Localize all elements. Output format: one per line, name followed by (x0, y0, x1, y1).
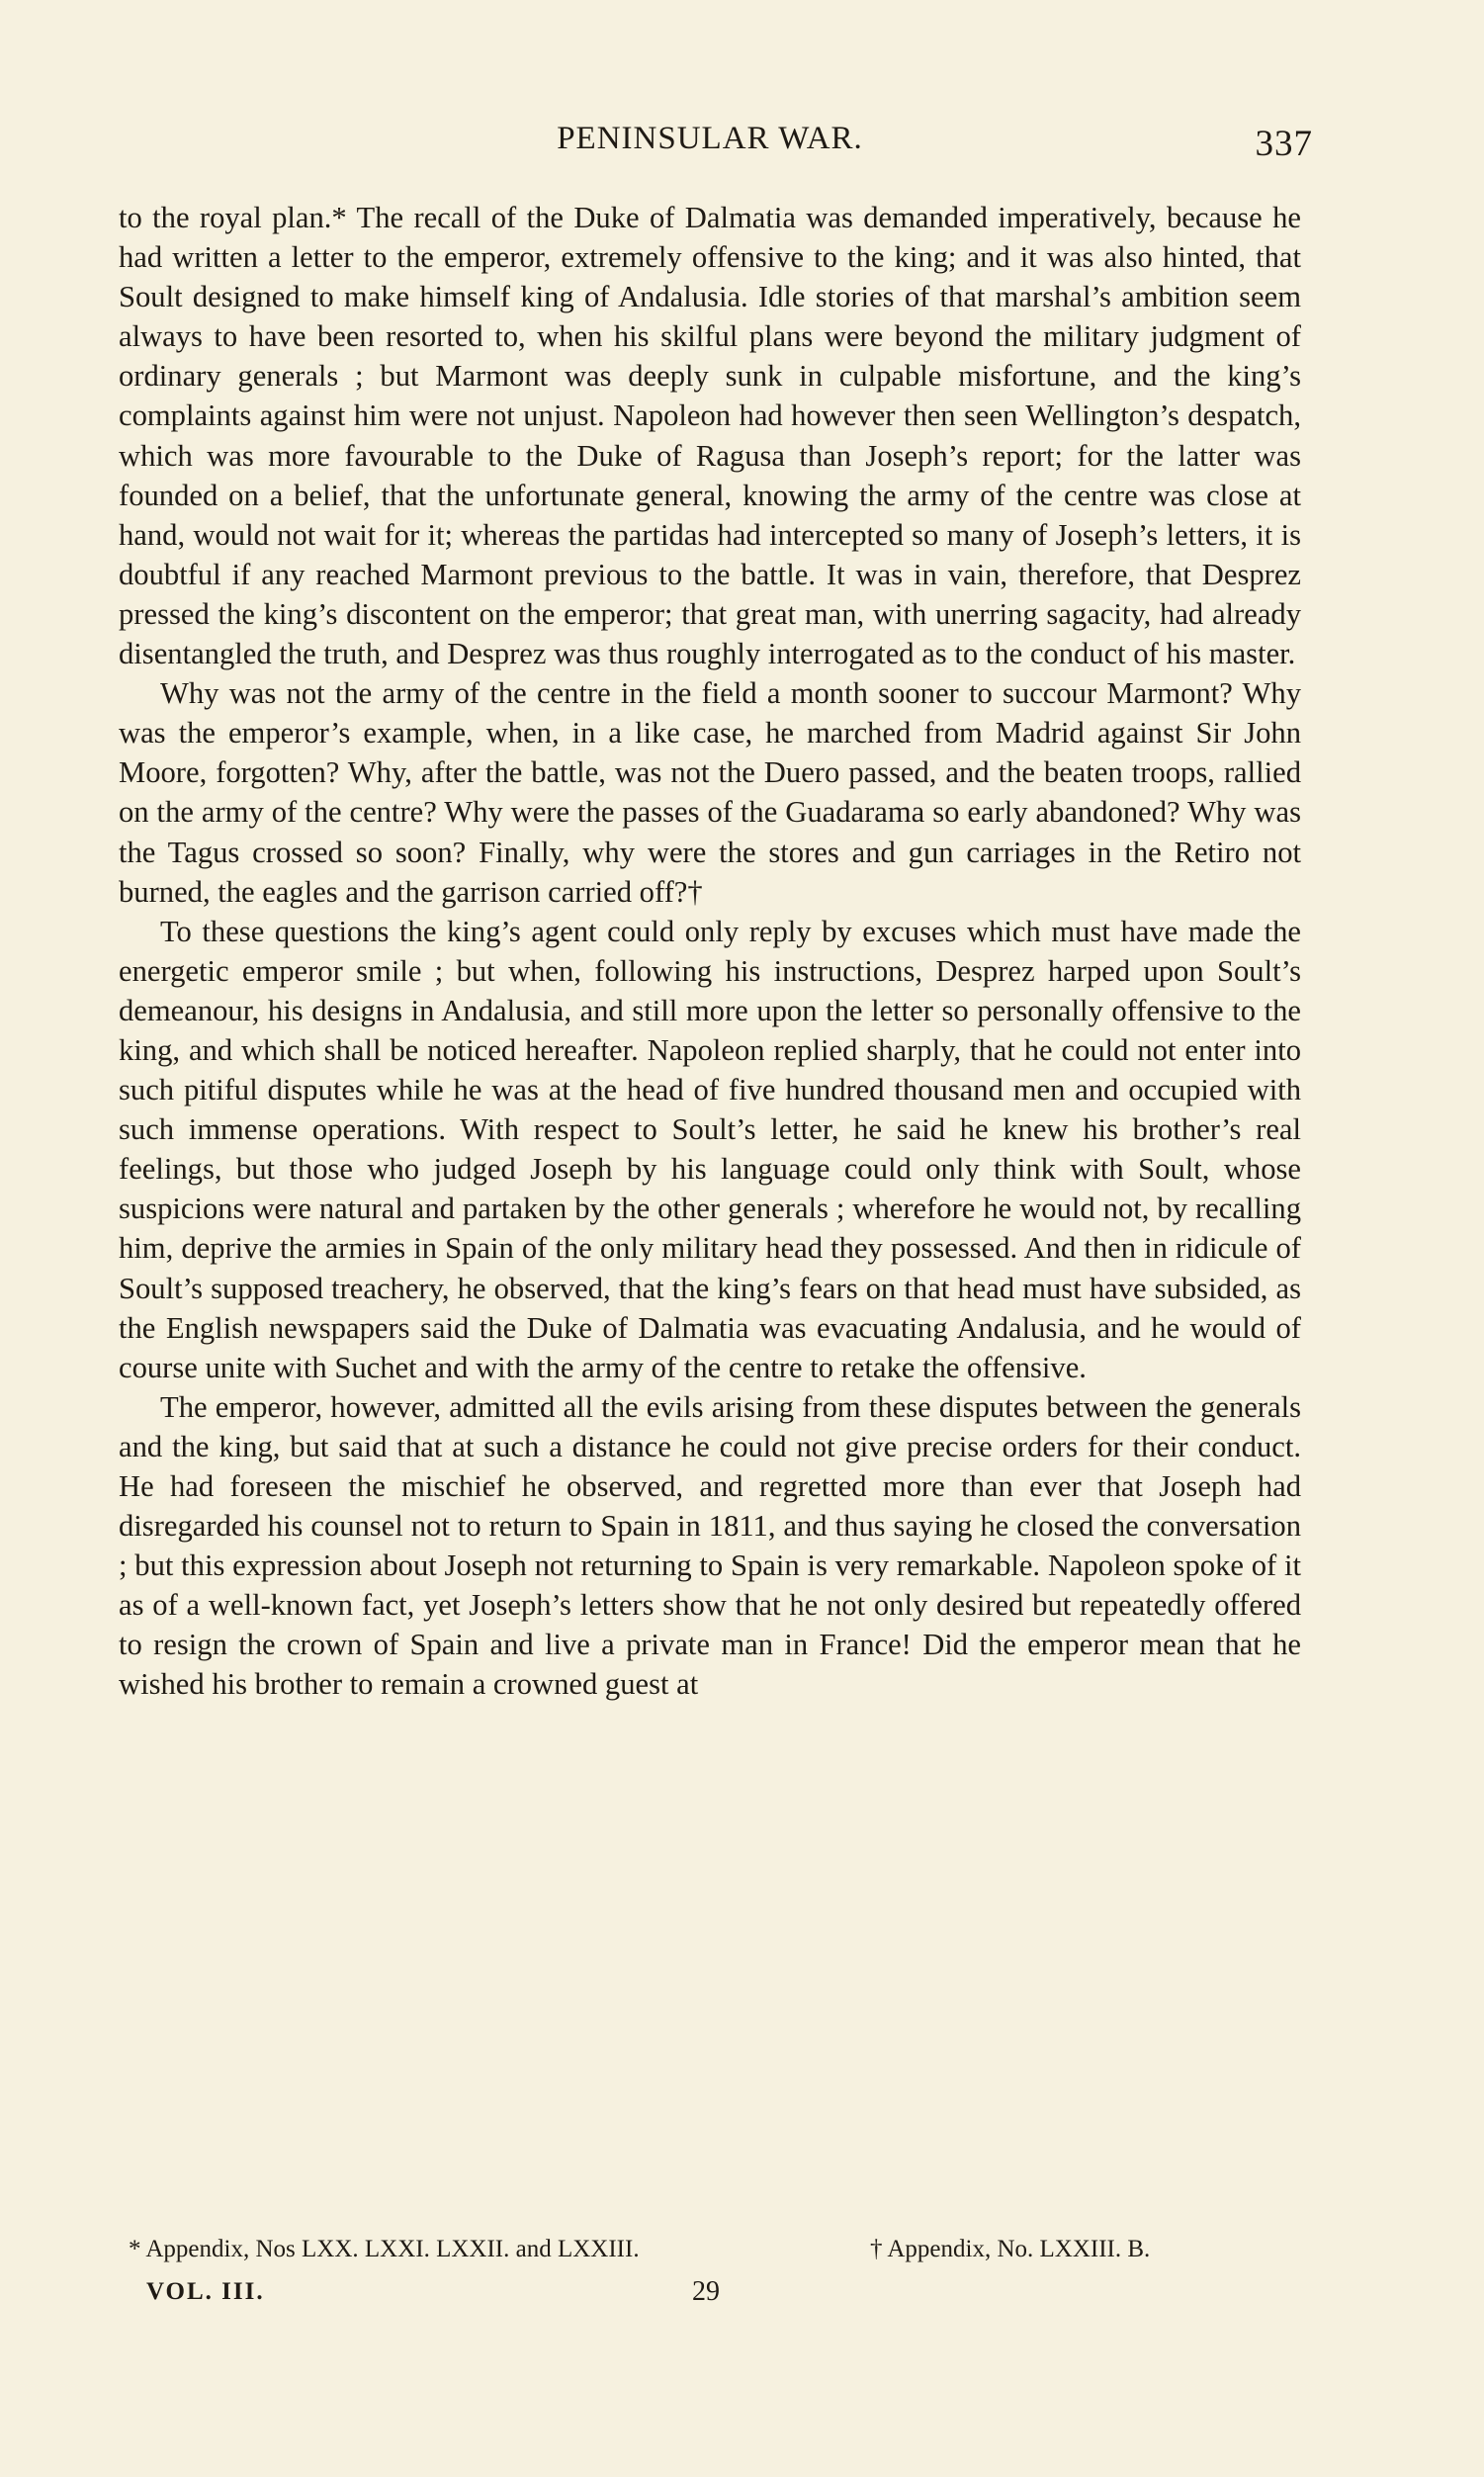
paragraph-4: The emperor, however, admitted all the evils arising from these disputes between the generals and the king, but said that at such a distance he could not give precise orders for their conduct. He had foreseen the mischief he observed, and regretted more than ever that Joseph had disregarded his counsel not to return to Spain in 1811, and thus saying he closed the conversation ; but this expression about Joseph not returning to Spain is very remarkable. Napoleon spoke of it as of a well-known fact, yet Joseph’s letters show that he not only desired but repeatedly offered to resign the crown of Spain and live a private man in France! Did the emperor mean that he wished his brother to remain a crowned guest at (119, 1389, 1301, 1702)
footnote-appendix-lxxiii-b: † Appendix, No. LXXIII. B. (870, 2236, 1151, 2262)
running-head (117, 119, 1313, 166)
signature-line (119, 2272, 1301, 2312)
paragraph-3: To these questions the king’s agent could only reply by excuses which must have made the energetic emperor smile ; but when, following his instructions, Desprez harped upon Soult’s demeanour, his designs in Andalusia, and still more upon the letter so personally offensive to the king, and which shall be noticed hereafter. Napoleon replied sharply, that he could not enter into such pitiful disputes while he was at the head of five hundred thousand men and occupied with such immense operations. With respect to Soult’s letter, he said he knew his brother’s real feelings, but those who judged Joseph by his language could only think with Soult, whose suspicions were natural and partaken by the other generals ; wherefore he would not, by recalling him, deprive the armies in Spain of the only military head they possessed. And then in ridicule of Soult’s supposed treachery, he observed, that the king’s fears on that head must have subsided, as the English newspapers said the Duke of Dalmatia was evacuating Andalusia, and he would of course unite with Suchet and with the army of the centre to retake the offensive. (119, 914, 1301, 1384)
paragraph-2: Why was not the army of the centre in the field a month sooner to succour Marmont? Why was the emperor’s example, when, in a like case, he marched from Madrid against Sir John Moore, forgotten? Why, after the battle, was not the Duero passed, and the beaten troops, rallied on the army of the centre? Why were the passes of the Guadarama so early abandoned? Why was the Tagus crossed so soon? Finally, why were the stores and gun carriages in the Retiro not burned, the eagles and the garrison carried off?† (119, 676, 1301, 909)
footnote-appendix-lxx: * Appendix, Nos LXX. LXXI. LXXII. and LXXIII. (129, 2236, 640, 2262)
volume-label: VOL. III. (146, 2278, 265, 2305)
body-text (119, 198, 1301, 1705)
signature-number: 29 (692, 2276, 720, 2307)
footnotes (119, 2230, 1301, 2269)
running-title: PENINSULAR WAR. (557, 121, 863, 156)
paragraph-1: to the royal plan.* The recall of the Duke of Dalmatia was demanded imperatively, because he had written a letter to the emperor, extremely offensive to the king; and it was also hinted, that Soult designed to make himself king of Andalusia. Idle stories of that marshal’s ambition seem always to have been resorted to, when his skilful plans were beyond the military judgment of ordinary generals ; but Marmont was deeply sunk in culpable misfortune, and the king’s complaints against him were not unjust. Napoleon had however then seen Wellington’s despatch, which was more favourable to the Duke of Ragusa than Joseph’s report; for the latter was founded on a belief, that the unfortunate general, knowing the army of the centre was close at hand, would not wait for it; whereas the partidas had intercepted so many of Joseph’s letters, it is doubtful if any reached Marmont previous to the battle. It was in vain, therefore, that Desprez pressed the king’s discontent on the emperor; that great man, with unerring sagacity, had already disentangled the truth, and Desprez was thus roughly interrogated as to the conduct of his master. (119, 201, 1301, 671)
page-number: 337 (1255, 124, 1313, 164)
